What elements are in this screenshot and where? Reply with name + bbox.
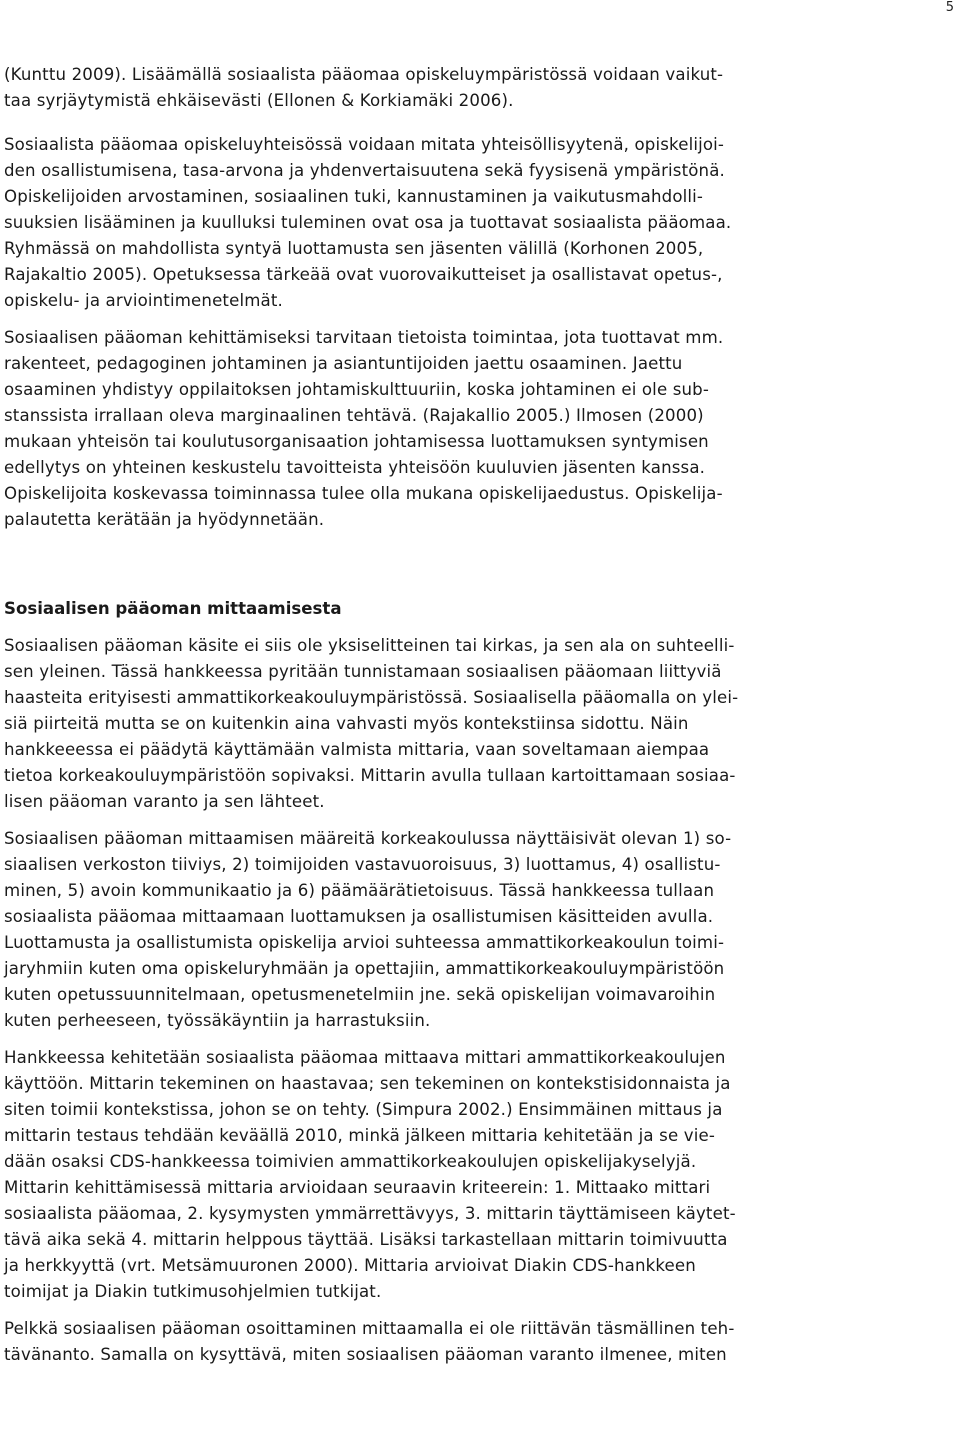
text-line: lisen pääoman varanto ja sen lähteet. <box>4 792 325 811</box>
text-line: tävä aika sekä 4. mittarin helppous täyttää. Lisäksi tarkastellaan mittarin toimivuutta <box>4 1230 728 1249</box>
text-line: (Kunttu 2009). Lisäämällä sosiaalista pääomaa opiskeluympäristössä voidaan vaikut- <box>4 65 724 84</box>
text-line: dään osaksi CDS-hankkeessa toimivien ammattikorkeakoulujen opiskelijakyselyjä. <box>4 1152 697 1171</box>
paragraph-criteria <box>4 826 956 1034</box>
text-line: siä piirteitä mutta se on kuitenkin aina vahvasti myös kontekstiinsa sidottu. Näin <box>4 714 689 733</box>
text-line: stanssista irrallaan oleva marginaalinen tehtävä. (Rajakallio 2005.) Ilmosen (2000) <box>4 406 704 425</box>
text-line: minen, 5) avoin kommunikaatio ja 6) päämäärätietoisuus. Tässä hankkeessa tullaan <box>4 881 715 900</box>
text-line: Pelkkä sosiaalisen pääoman osoittaminen mittaamalla ei ole riittävän täsmällinen teh- <box>4 1319 735 1338</box>
text-line: opiskelu- ja arviointimenetelmät. <box>4 291 283 310</box>
text-line: käyttöön. Mittarin tekeminen on haastavaa; sen tekeminen on kontekstisidonnaista ja <box>4 1074 731 1093</box>
page-number: 5 <box>945 0 954 15</box>
text-line: sosiaalista pääomaa, 2. kysymysten ymmärrettävyys, 3. mittarin täyttämiseen käytet- <box>4 1204 736 1223</box>
text-line: sen yleinen. Tässä hankkeessa pyritään tunnistamaan sosiaalisen pääomaan liittyviä <box>4 662 722 681</box>
paragraph-concept <box>4 633 956 815</box>
text-line: taa syrjäytymistä ehkäisevästi (Ellonen & Korkiamäki 2006). <box>4 91 514 110</box>
text-line: den osallistumisena, tasa-arvona ja yhdenvertaisuutena sekä fyysisenä ympäristönä. <box>4 161 725 180</box>
text-line: jaryhmiin kuten oma opiskeluryhmään ja opettajiin, ammattikorkeakouluympäristöön <box>4 959 725 978</box>
paragraph-intro <box>4 62 956 114</box>
text-line: haasteita erityisesti ammattikorkeakouluympäristössä. Sosiaalisella pääomalla on ylei- <box>4 688 739 707</box>
text-line: edellytys on yhteinen keskustelu tavoitteista yhteisöön kuuluvien jäsenten kanssa. <box>4 458 706 477</box>
text-line: tietoa korkeakouluympäristöön sopivaksi. Mittarin avulla tullaan kartoittamaan sosiaa- <box>4 766 736 785</box>
text-line: mittarin testaus tehdään keväällä 2010, minkä jälkeen mittaria kehitetään ja se vie- <box>4 1126 715 1145</box>
text-line: suuksien lisääminen ja kuulluksi tuleminen ovat osa ja tuottavat sosiaalista pääomaa. <box>4 213 732 232</box>
text-line: rakenteet, pedagoginen johtaminen ja asiantuntijoiden jaettu osaaminen. Jaettu <box>4 354 683 373</box>
text-line: Hankkeessa kehitetään sosiaalista pääomaa mittaava mittari ammattikorkeakoulujen <box>4 1048 726 1067</box>
text-line: Mittarin kehittämisessä mittaria arvioidaan seuraavin kriteerein: 1. Mittaako mittari <box>4 1178 711 1197</box>
paragraph-measuring <box>4 132 956 314</box>
paragraph-development <box>4 325 956 533</box>
text-line: Sosiaalista pääomaa opiskeluyhteisössä voidaan mitata yhteisöllisyytenä, opiskelijoi- <box>4 135 725 154</box>
text-line: Ryhmässä on mahdollista syntyä luottamusta sen jäsenten välillä (Korhonen 2005, <box>4 239 704 258</box>
text-line: Opiskelijoita koskevassa toiminnassa tulee olla mukana opiskelijaedustus. Opiskelija- <box>4 484 723 503</box>
text-line: Sosiaalisen pääoman kehittämiseksi tarvitaan tietoista toimintaa, jota tuottavat mm. <box>4 328 724 347</box>
text-line: siten toimii kontekstissa, johon se on tehty. (Simpura 2002.) Ensimmäinen mittaus ja <box>4 1100 723 1119</box>
text-line: hankkeeessa ei päädytä käyttämään valmista mittaria, vaan soveltamaan aiempaa <box>4 740 710 759</box>
text-line: palautetta kerätään ja hyödynnetään. <box>4 510 325 529</box>
paragraph-closing <box>4 1316 956 1368</box>
text-line: Opiskelijoiden arvostaminen, sosiaalinen tuki, kannustaminen ja vaikutusmahdolli- <box>4 187 704 206</box>
text-line: osaaminen yhdistyy oppilaitoksen johtamiskulttuuriin, koska johtaminen ei ole sub- <box>4 380 710 399</box>
text-line: Sosiaalisen pääoman käsite ei siis ole yksiselitteinen tai kirkas, ja sen ala on suhteelli- <box>4 636 735 655</box>
text-line: Sosiaalisen pääoman mittaamisen määreitä korkeakoulussa näyttäisivät olevan 1) so- <box>4 829 732 848</box>
text-line: siaalisen verkoston tiiviys, 2) toimijoiden vastavuoroisuus, 3) luottamus, 4) osallistu- <box>4 855 721 874</box>
text-line: Luottamusta ja osallistumista opiskelija arvioi suhteessa ammattikorkeakoulun toimi- <box>4 933 725 952</box>
paragraph-meter <box>4 1045 956 1305</box>
text-line: tävänanto. Samalla on kysyttävä, miten sosiaalisen pääoman varanto ilmenee, miten <box>4 1345 727 1364</box>
text-line: kuten perheeseen, työssäkäyntiin ja harrastuksiin. <box>4 1011 431 1030</box>
text-line: mukaan yhteisön tai koulutusorganisaation johtamisessa luottamuksen syntymisen <box>4 432 709 451</box>
text-line: Rajakaltio 2005). Opetuksessa tärkeää ovat vuorovaikutteiset ja osallistavat opetus-, <box>4 265 723 284</box>
text-line: sosiaalista pääomaa mittaamaan luottamuksen ja osallistumisen käsitteiden avulla. <box>4 907 714 926</box>
text-line: toimijat ja Diakin tutkimusohjelmien tutkijat. <box>4 1282 382 1301</box>
document-body <box>4 0 956 1368</box>
text-line: ja herkkyyttä (vrt. Metsämuuronen 2000). Mittaria arvioivat Diakin CDS-hankkeen <box>4 1256 696 1275</box>
text-line: kuten opetussuunnitelmaan, opetusmenetelmiin jne. sekä opiskelijan voimavaroihin <box>4 985 716 1004</box>
section-heading: Sosiaalisen pääoman mittaamisesta <box>4 599 342 618</box>
